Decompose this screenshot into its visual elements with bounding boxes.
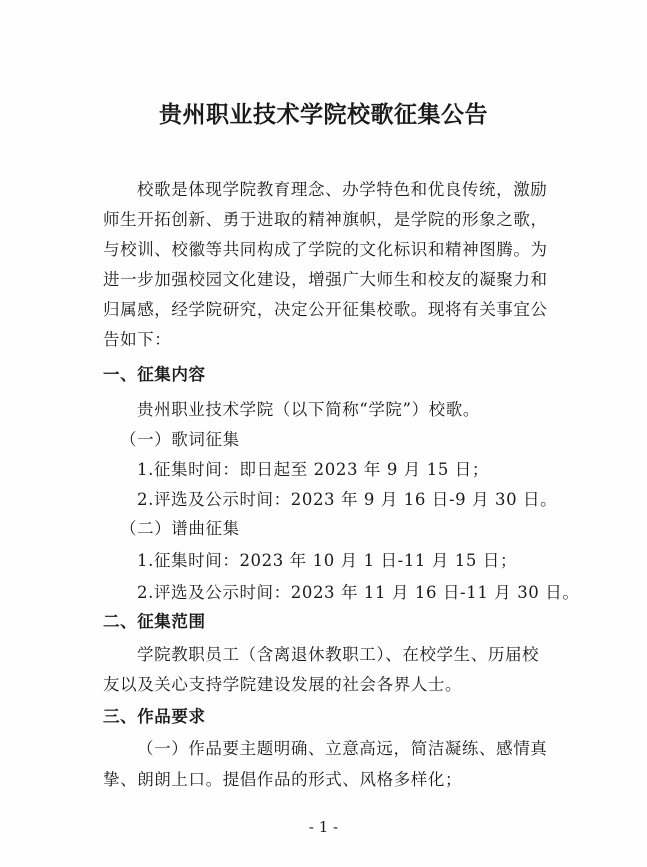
list-item: 2.评选及公示时间：2023 年 11 月 16 日-11 月 30 日。 [137,583,580,602]
paragraph-line: 学院教职员工（含离退休教职工）、在校学生、历届校 [137,645,540,664]
paragraph-line: 贵州职业技术学院（以下简称“学院”）校歌。 [137,400,480,419]
intro-line: 师生开拓创新、勇于进取的精神旗帜，是学院的形象之歌， [103,210,548,229]
subsection-heading: （二）谱曲征集 [120,519,240,538]
intro-line: 进一步加强校园文化建设，增强广大师生和校友的凝聚力和 [103,270,548,289]
intro-line: 校歌是体现学院教育理念、办学特色和优良传统，激励 [137,180,548,199]
paragraph-line: （一）作品要主题明确、立意高远，简洁凝练、感情真 [137,739,548,758]
list-item: 1.征集时间：即日起至 2023 年 9 月 15 日； [137,460,489,479]
intro-line: 告如下： [103,330,172,349]
section-heading: 一、征集内容 [103,365,206,384]
section-heading: 二、征集范围 [103,612,206,631]
page-number: - 1 - [308,818,339,836]
list-item: 2.评选及公示时间：2023 年 9 月 16 日-9 月 30 日。 [137,490,558,509]
page-title: 贵州职业技术学院校歌征集公告 [159,102,488,128]
intro-line: 与校训、校徽等共同构成了学院的文化标识和精神图腾。为 [103,240,548,259]
paragraph-line: 友以及关心支持学院建设发展的社会各界人士。 [103,675,463,694]
list-item: 1.征集时间：2023 年 10 月 1 日-11 月 15 日； [137,551,518,570]
subsection-heading: （一）歌词征集 [120,430,240,449]
section-heading: 三、作品要求 [103,707,206,726]
paragraph-line: 挚、朗朗上口。提倡作品的形式、风格多样化； [103,770,463,789]
intro-line: 归属感，经学院研究，决定公开征集校歌。现将有关事宜公 [103,300,548,319]
